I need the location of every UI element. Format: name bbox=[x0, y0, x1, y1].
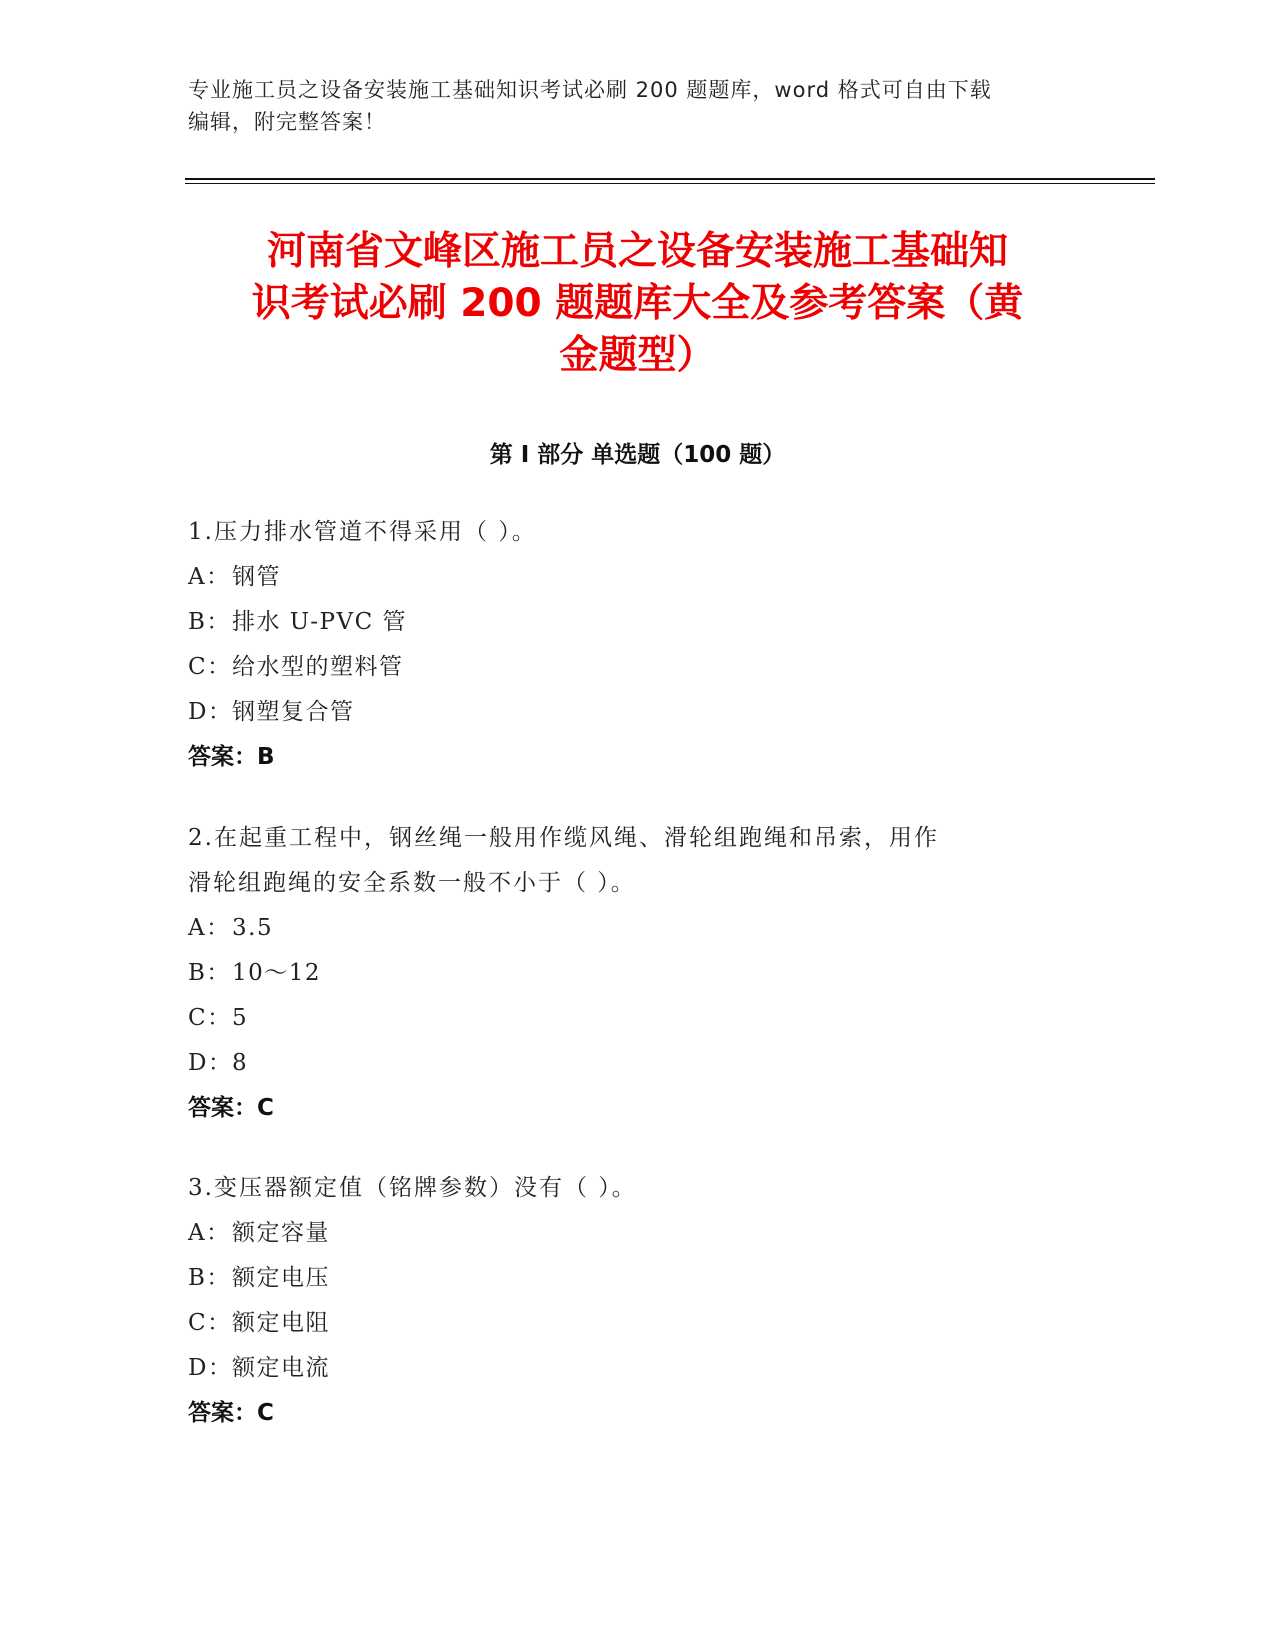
option-text: 额定电压 bbox=[232, 1265, 330, 1291]
option-text: 3.5 bbox=[232, 915, 274, 941]
option-c bbox=[188, 996, 1088, 1041]
option-text: 额定电阻 bbox=[232, 1310, 330, 1336]
option-letter: C： bbox=[188, 654, 232, 680]
answer-key: 答案：C bbox=[188, 1095, 274, 1121]
option-b bbox=[188, 1256, 1088, 1301]
option-a bbox=[188, 906, 1088, 951]
option-letter: B： bbox=[188, 960, 231, 986]
option-text: 钢塑复合管 bbox=[232, 699, 355, 725]
option-letter: C： bbox=[188, 1310, 232, 1336]
question-stem: 2.在起重工程中，钢丝绳一般用作缆风绳、滑轮组跑绳和吊索，用作 bbox=[188, 825, 939, 851]
answer-key: 答案：C bbox=[188, 1400, 274, 1426]
option-c bbox=[188, 1301, 1088, 1346]
option-d bbox=[188, 1346, 1088, 1391]
option-a bbox=[188, 555, 1088, 600]
question-3 bbox=[188, 1166, 1088, 1436]
document-title-line-3: 金题型） bbox=[559, 333, 716, 378]
question-stem: 1.压力排水管道不得采用（ ）。 bbox=[188, 519, 537, 545]
option-text: 额定电流 bbox=[232, 1355, 330, 1381]
option-letter: A： bbox=[188, 564, 231, 590]
option-letter: A： bbox=[188, 1220, 231, 1246]
option-letter: A： bbox=[188, 915, 231, 941]
option-text: 10～12 bbox=[232, 960, 322, 986]
answer-key: 答案：B bbox=[188, 744, 275, 770]
header-divider-thick bbox=[185, 178, 1155, 180]
section-heading: 第 I 部分 单选题（100 题） bbox=[489, 442, 786, 468]
option-text: 8 bbox=[232, 1050, 249, 1076]
option-c bbox=[188, 645, 1088, 690]
option-a bbox=[188, 1211, 1088, 1256]
option-text: 给水型的塑料管 bbox=[232, 654, 404, 680]
option-letter: B： bbox=[188, 1265, 231, 1291]
question-stem-continued: 滑轮组跑绳的安全系数一般不小于（ ）。 bbox=[188, 870, 636, 896]
header-divider-thin bbox=[185, 183, 1155, 184]
document-title-line-1: 河南省文峰区施工员之设备安装施工基础知 bbox=[266, 229, 1008, 274]
option-letter: C： bbox=[188, 1005, 232, 1031]
option-text: 钢管 bbox=[232, 564, 281, 590]
document-title bbox=[190, 226, 1085, 382]
option-letter: D： bbox=[188, 1355, 233, 1381]
option-letter: D： bbox=[188, 699, 233, 725]
option-text: 5 bbox=[232, 1005, 249, 1031]
option-letter: D： bbox=[188, 1050, 233, 1076]
header-note-line-1: 专业施工员之设备安装施工基础知识考试必刷 200 题题库，word 格式可自由下载 bbox=[188, 78, 992, 102]
header-note-line-2: 编辑，附完整答案！ bbox=[188, 110, 386, 134]
question-stem: 3.变压器额定值（铭牌参数）没有（ ）。 bbox=[188, 1175, 637, 1201]
option-b bbox=[188, 951, 1088, 996]
question-1 bbox=[188, 510, 1088, 780]
header-note bbox=[188, 74, 1088, 138]
question-2 bbox=[188, 816, 1088, 1131]
option-d bbox=[188, 690, 1088, 735]
option-d bbox=[188, 1041, 1088, 1086]
option-b bbox=[188, 600, 1088, 645]
document-title-line-2: 识考试必刷 200 题题库大全及参考答案（黄 bbox=[251, 281, 1024, 326]
option-letter: B： bbox=[188, 609, 231, 635]
option-text: 排水 U-PVC 管 bbox=[232, 609, 408, 635]
option-text: 额定容量 bbox=[232, 1220, 330, 1246]
